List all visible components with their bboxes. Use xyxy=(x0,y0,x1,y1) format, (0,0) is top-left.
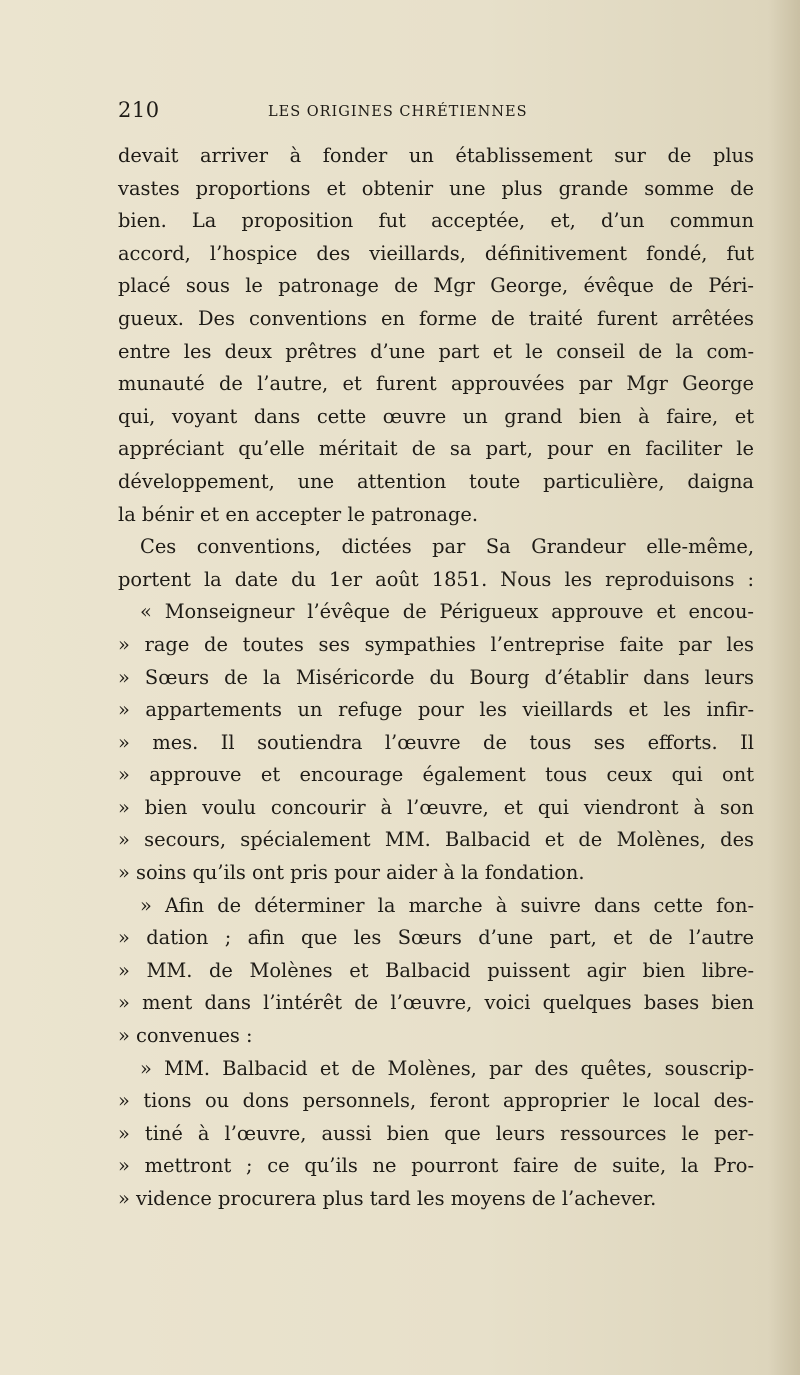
text-line: » appartements un refuge pour les vieillards et les infir- xyxy=(118,698,754,722)
text-line: » MM. de Molènes et Balbacid puissent agir bien libre- xyxy=(118,958,754,982)
text-line: appréciant qu’elle méritait de sa part, pour en faciliter le xyxy=(118,437,754,461)
text-line: » mes. Il soutiendra l’œuvre de tous ses efforts. Il xyxy=(118,730,754,754)
text-line: » secours, spécialement MM. Balbacid et de Molènes, des xyxy=(118,828,754,852)
text-line: entre les deux prêtres d’une part et le conseil de la com- xyxy=(118,339,754,363)
body-text xyxy=(118,140,754,1216)
text-line: » tions ou dons personnels, feront approprier le local des- xyxy=(118,1089,754,1113)
text-line: qui, voyant dans cette œuvre un grand bien à faire, et xyxy=(118,404,754,428)
text-line: devait arriver à fonder un établissement sur de plus xyxy=(118,144,754,167)
text-line: » rage de toutes ses sympathies l’entreprise faite par les xyxy=(118,632,754,656)
text-line: » Sœurs de la Miséricorde du Bourg d’établir dans leurs xyxy=(118,665,754,689)
text-line: placé sous le patronage de Mgr George, évêque de Péri- xyxy=(118,274,754,298)
text-line: » tiné à l’œuvre, aussi bien que leurs ressources le per- xyxy=(118,1121,754,1145)
page-number: 210 xyxy=(118,98,160,122)
text-line: vastes proportions et obtenir une plus grande somme de xyxy=(118,176,754,200)
text-line: bien. La proposition fut acceptée, et, d’un commun xyxy=(118,209,754,233)
text-line: » vidence procurera plus tard les moyens de l’achever. xyxy=(118,1187,657,1210)
text-line: la bénir et en accepter le patronage. xyxy=(118,502,479,526)
text-line: munauté de l’autre, et furent approuvées par Mgr George xyxy=(118,372,754,396)
page-header xyxy=(118,98,758,128)
text-line: » soins qu’ils ont pris pour aider à la fondation. xyxy=(118,861,585,885)
text-line: « Monseigneur l’évêque de Périgueux approuve et encou- xyxy=(140,600,754,624)
text-line: » dation ; afin que les Sœurs d’une part, et de l’autre xyxy=(118,926,754,950)
text-line: développement, une attention toute particulière, daigna xyxy=(118,469,754,493)
text-line: » convenues : xyxy=(118,1024,253,1048)
text-line: Ces conventions, dictées par Sa Grandeur elle-même, xyxy=(140,535,754,559)
text-line: » ment dans l’intérêt de l’œuvre, voici quelques bases bien xyxy=(118,991,754,1015)
text-line: » bien voulu concourir à l’œuvre, et qui viendront à son xyxy=(118,795,754,819)
text-line: » Afin de déterminer la marche à suivre dans cette fon- xyxy=(140,893,754,917)
text-line: portent la date du 1er août 1851. Nous les reproduisons : xyxy=(118,567,754,591)
text-line: » approuve et encourage également tous ceux qui ont xyxy=(118,763,754,787)
running-title: LES ORIGINES CHRÉTIENNES xyxy=(268,104,528,120)
text-line: » MM. Balbacid et de Molènes, par des quêtes, souscrip- xyxy=(140,1056,754,1080)
text-line: » mettront ; ce qu’ils ne pourront faire de suite, la Pro- xyxy=(118,1154,754,1178)
text-line: gueux. Des conventions en forme de traité furent arrêtées xyxy=(118,306,754,330)
text-line: accord, l’hospice des vieillards, définitivement fondé, fut xyxy=(118,241,754,265)
